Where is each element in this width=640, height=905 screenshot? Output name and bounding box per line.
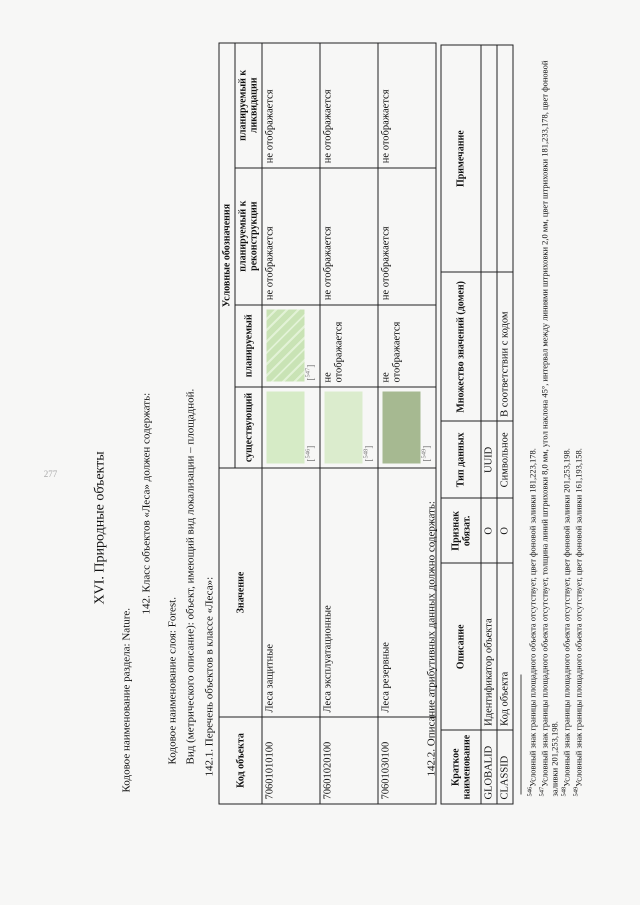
attributes-table [441, 45, 514, 805]
cell-required: О [481, 498, 497, 563]
footnote: $^{547}$Условный знак границы площадного объекта отсутствует, толщина линий штриховки 8,0 мм, угол наклона 45°, интервал между линиями штриховки 2,0 мм, цвет штриховки 181,233,178, цвет фоновой заливки 201,253,198. [538, 60, 560, 797]
legend-swatch [383, 392, 421, 464]
section-title: XVI. Природные объекты [92, 451, 108, 605]
cell-recon: не отображается [378, 168, 436, 305]
footnote-ref: 548 [362, 448, 370, 459]
legend-swatch [267, 392, 305, 464]
cell-note [497, 45, 513, 272]
rotated-document-page [1, 0, 640, 905]
layer-name-line: Кодовое наименование слоя: Forest. [166, 597, 179, 765]
col-liquid: планируемый к ликвидации [235, 43, 262, 168]
cell-liquid: не отображается [378, 43, 436, 168]
subheading-objects: 142.1. Перечень объектов в классе «Леса»: [203, 576, 216, 777]
cell-short-name: GLOBALID [481, 730, 497, 804]
cell-short-name: CLASSID [497, 730, 513, 804]
objects-table [219, 43, 437, 805]
cell-existing: [$^{548}$] [320, 387, 378, 468]
cell-domain: В соответствии с кодом [497, 272, 513, 421]
cell-recon: не отображается [320, 168, 378, 305]
col-datatype: Тип данных [441, 421, 481, 498]
table-row [497, 45, 513, 804]
cell-datatype: UUID [481, 421, 497, 498]
cell-datatype: Символьное [497, 421, 513, 498]
cell-liquid: не отображается [320, 43, 378, 168]
class-heading: 142. Класс объектов «Леса» должен содержать: [140, 392, 153, 615]
cell-name: Леса эксплуатационные [320, 468, 378, 717]
cell-code: 70601030100 [378, 717, 436, 804]
cell-required: О [497, 498, 513, 563]
footnote: $^{548}$Условный знак границы площадного объекта отсутствует, цвет фоновой заливки 201,253,198. [560, 448, 572, 797]
col-planned: планируемый [235, 305, 262, 387]
footnote-ref: 549 [420, 448, 428, 459]
cell-recon: не отображается [262, 168, 320, 305]
subheading-attributes: 142.2. Описание атрибутивных данных должно содержать: [425, 501, 438, 777]
footnote: $^{549}$Условный знак границы площадного объекта отсутствует, цвет фоновой заливки 161,193,158. [572, 448, 584, 797]
cell-code: 70601020100 [320, 717, 378, 804]
col-description: Описание [441, 563, 481, 730]
table-row [481, 45, 497, 804]
footnote-ref: 547 [304, 367, 312, 378]
cell-existing: [$^{549}$] [378, 387, 436, 468]
cell-domain [481, 272, 497, 421]
cell-planned: [$^{547}$] [262, 305, 320, 387]
legend-swatch [325, 392, 363, 464]
footnote: $^{546}$Условный знак границы площадного объекта отсутствует, цвет фоновой заливки 181,223,178. [526, 448, 538, 797]
col-short-name: Краткое наименование [441, 730, 481, 804]
footnote-divider [521, 675, 522, 795]
page-number: 277 [43, 468, 58, 479]
col-code: Код объекта [219, 717, 262, 804]
cell-name: Леса резервные [378, 468, 436, 717]
cell-planned: не отображается [320, 305, 378, 387]
footnote-ref: 546 [304, 448, 312, 459]
table-row [262, 43, 320, 804]
cell-note [481, 45, 497, 272]
col-required: Признак обязат. [441, 498, 481, 563]
col-domain: Множество значений (домен) [441, 272, 481, 421]
geometry-line: Вид (метрического описание): объект, имеющий вид локализации – площадной. [184, 388, 197, 765]
cell-description: Код объекта [497, 563, 513, 730]
legend-swatch-hatched [267, 310, 305, 382]
col-existing: существующий [235, 387, 262, 468]
cell-planned: не отображается [378, 305, 436, 387]
col-symbols: Условные обозначения [219, 43, 235, 468]
col-recon: планируемый к реконструкции [235, 168, 262, 305]
cell-name: Леса защитные [262, 468, 320, 717]
cell-existing: [$^{546}$] [262, 387, 320, 468]
cell-description: Идентификатор объекта [481, 563, 497, 730]
col-value: Значение [219, 468, 262, 717]
cell-code: 70601010100 [262, 717, 320, 804]
cell-liquid: не отображается [262, 43, 320, 168]
table-row [320, 43, 378, 804]
footnotes [526, 37, 585, 797]
col-note: Примечание [441, 45, 481, 272]
code-name-line: Кодовое наименование раздела: Nature. [120, 607, 133, 793]
